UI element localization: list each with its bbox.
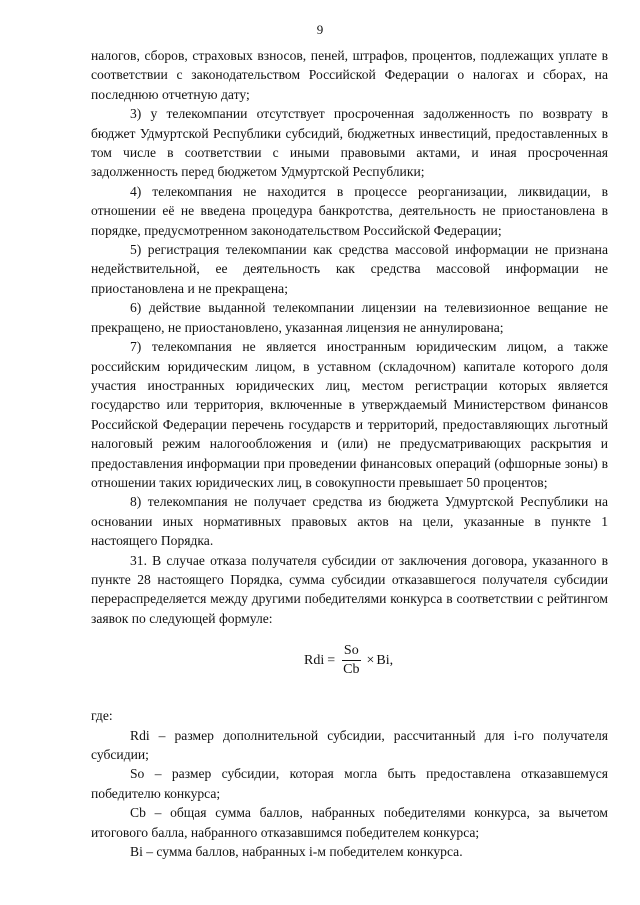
formula-rhs: Bi, — [376, 652, 394, 668]
formula-denominator: Cb — [343, 662, 360, 678]
formula-block — [91, 628, 608, 700]
paragraph-clause-31: 31. В случае отказа получателя субсидии от заключения договора, указанного в пункте 28 настоящего Порядка, сумма субсидии отказавшегося получателя субсидии перераспределяется между другими победителями конкурса в соответствии с рейтингом заявок по следующей формуле: — [91, 552, 608, 626]
page-number: 9 — [316, 22, 324, 37]
paragraph-item-6: 6) действие выданной телекомпании лицензии на телевизионное вещание не прекращено, не приостановлено, указанная лицензия не аннулирована; — [91, 300, 608, 335]
paragraph-item-8: 8) телекомпания не получает средства из бюджета Удмуртской Республики на основании иных нормативных правовых актов на цели, указанные в пункте 1 настоящего Порядка. — [91, 494, 608, 549]
definition-bi: Bi – сумма баллов, набранных i-м победителем конкурса. — [130, 844, 463, 860]
formula-numerator: So — [342, 642, 361, 661]
paragraph-item-7: 7) телекомпания не является иностранным юридическим лицом, а также российским юридическим лицом, в уставном (складочном) капитале которого доля участия иностранных юридических лиц, местом регистрации которых является государство или территория, включенные в утверждаемый Министерством финансов Российской Федерации перечень государств и территорий, предоставляющих льготный налоговый режим налогообложения и (или) не предусматривающих раскрытия и предоставления информации при проведении финансовых операций (офшорные зоны) в отношении таких юридических лиц, в совокупности превышает 50 процентов; — [91, 339, 608, 490]
definition-cb: Cb – общая сумма баллов, набранных победителями конкурса, за вычетом итогового балла, набранного отказавшимся победителем конкурса; — [91, 805, 608, 840]
where-label: где: — [91, 708, 113, 724]
formula-fraction — [341, 642, 361, 679]
formula — [304, 642, 393, 679]
definition-so: So – размер субсидии, которая могла быть предоставлена отказавшемуся победителю конкурса; — [91, 766, 608, 801]
paragraph-item-3: 3) у телекомпании отсутствует просроченная задолженность по возврату в бюджет Удмуртской Республики субсидий, бюджетных инвестиций, предоставленных в том числе в соответствии с иными правовыми актами, и иная просроченная задолженность перед бюджетом Удмуртской Республики; — [91, 106, 608, 180]
formula-times: × — [366, 652, 375, 668]
formula-lhs: Rdi — [304, 652, 325, 668]
paragraph-item-5: 5) регистрация телекомпании как средства массовой информации не признана недействительной, ее деятельность как средства массовой информации не приостановлена и не прекращена; — [91, 242, 608, 296]
paragraph-continuation: налогов, сборов, страховых взносов, пеней, штрафов, процентов, подлежащих уплате в соответствии с законодательством Российской Федерации о налогах и сборах, на последнюю отчетную дату; — [91, 48, 608, 102]
paragraph-item-4: 4) телекомпания не находится в процессе реорганизации, ликвидации, в отношении её не введена процедура банкротства, деятельность не приостановлена в порядке, предусмотренном законодательством Российской Федерации; — [91, 183, 608, 238]
definition-rdi: Rdi – размер дополнительной субсидии, рассчитанный для i-го получателя субсидии; — [91, 727, 608, 762]
document-body — [91, 46, 608, 861]
formula-equals: = — [327, 652, 336, 668]
